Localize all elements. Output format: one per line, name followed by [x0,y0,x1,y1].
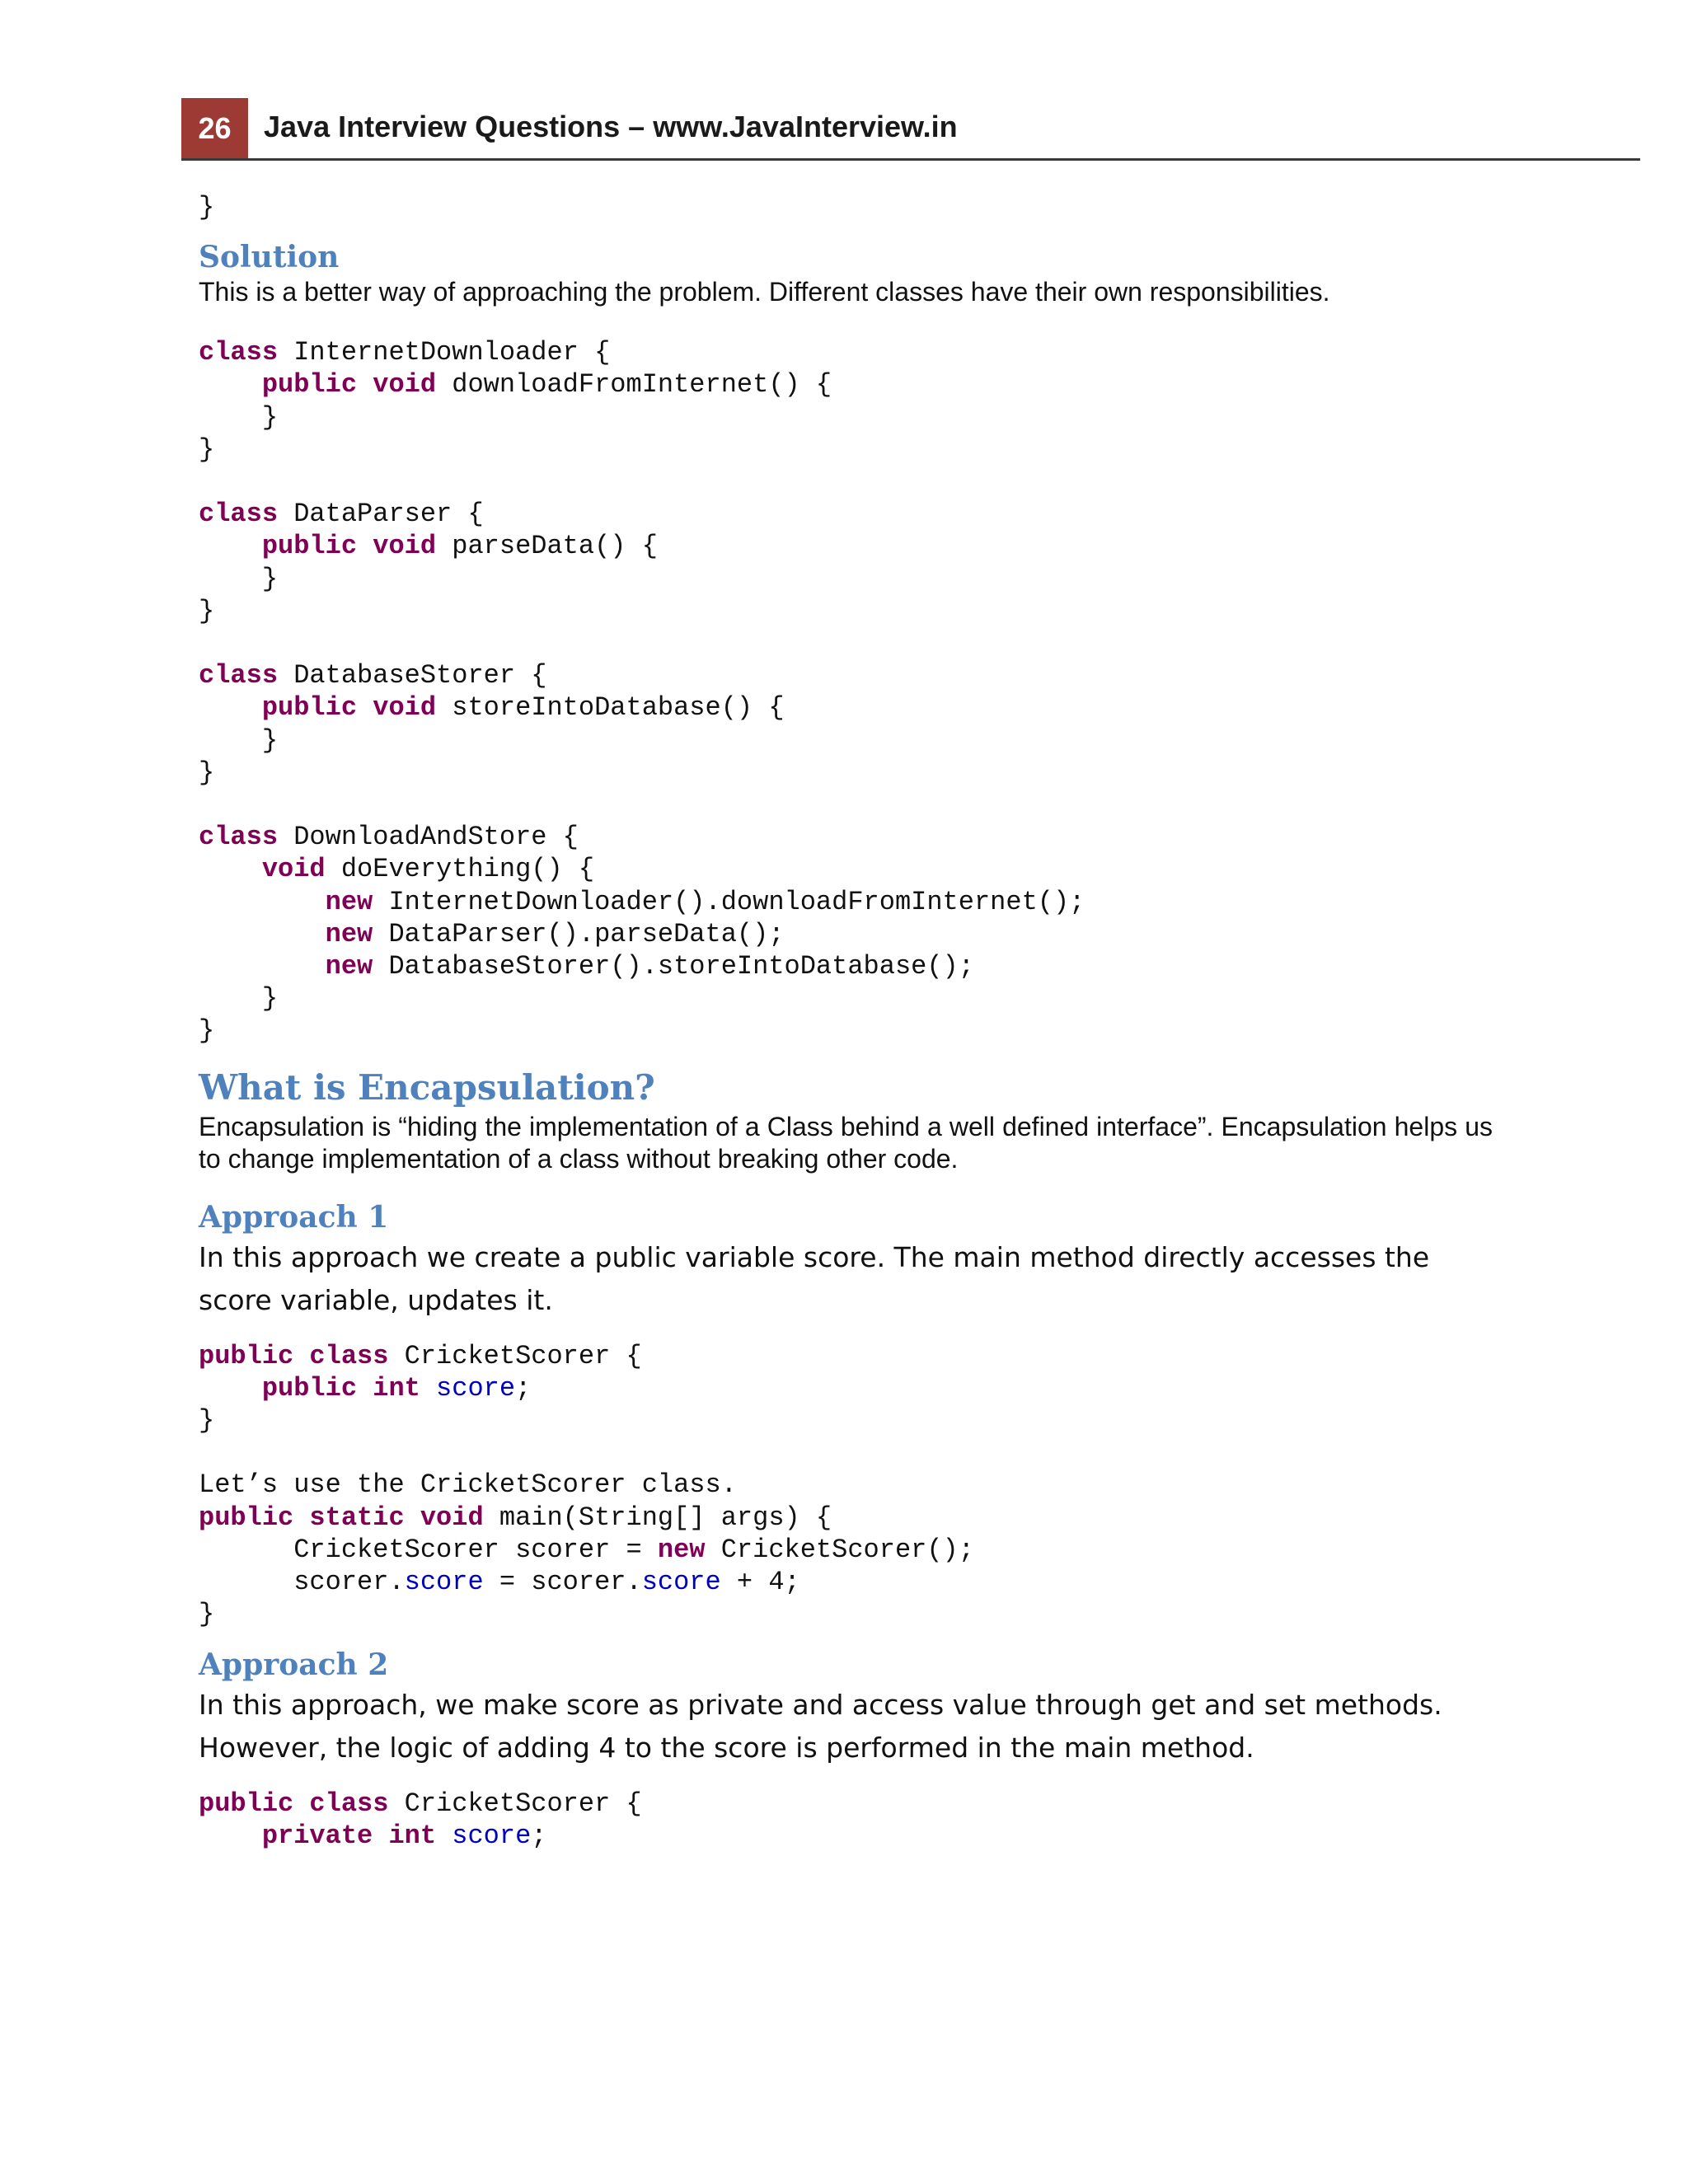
page-number: 26 [181,98,248,158]
approach1-heading: Approach 1 [199,1199,389,1235]
encapsulation-text: Encapsulation is “hiding the implementation of a Class behind a well defined interface”. Encapsulation helps us to change implementation of a class without breaking other code. [199,1111,1493,1174]
solution-text: This is a better way of approaching the problem. Different classes have their own responsibilities. [199,277,1330,307]
approach2-text: In this approach, we make score as private and access value through get and set methods. However, the logic of adding 4 to the score is performed in the main method. [199,1688,1442,1764]
encapsulation-heading: What is Encapsulation? [199,1066,655,1108]
code-block-closing: } [199,192,215,223]
header-title: Java Interview Questions – www.JavaInterview.in [264,110,958,143]
page-content [199,191,1493,1852]
solution-heading: Solution [199,240,340,275]
approach1-text: In this approach we create a public variable score. The main method directly accesses the score variable, updates it. [199,1240,1430,1316]
approach2-heading: Approach 2 [199,1647,389,1682]
code-block-approach1: public class CricketScorer { public int score; } Let’s use the CricketScorer class. public static void main(String[] args) { CricketScorer scorer = new CricketScorer(); scorer.score = scorer.score + 4; } [199,1340,974,1630]
code-block-approach2: public class CricketScorer { private int score; [199,1788,642,1851]
page-header [181,98,1640,161]
code-block-solution: class InternetDownloader { public void downloadFromInternet() { } } class DataParser { public void parseData() { } } class DatabaseStorer { public void storeIntoDatabase() { } } class DownloadAndStore { void doEverything() { new InternetDownloader().downloadFromInternet(); new DataParser().parseData(); new DatabaseStorer().storeIntoDatabase(); } } [199,337,1085,1047]
